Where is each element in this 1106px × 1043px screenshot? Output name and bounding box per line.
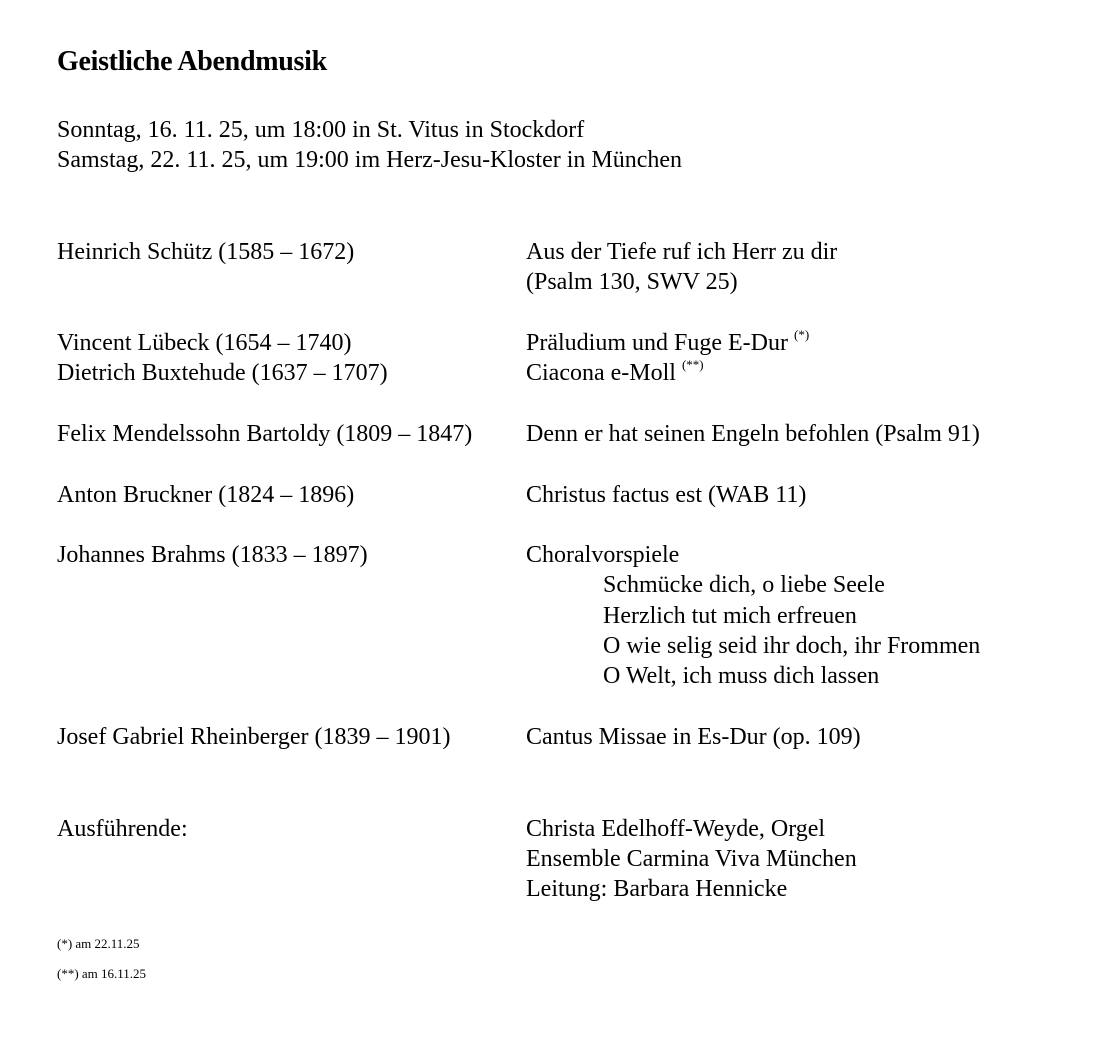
composer-mendelssohn: Felix Mendelssohn Bartoldy (1809 – 1847) xyxy=(57,421,473,447)
work-bruckner: Christus factus est (WAB 11) xyxy=(526,482,807,508)
work-schuetz-detail: (Psalm 130, SWV 25) xyxy=(526,269,738,295)
date-line-2: Samstag, 22. 11. 25, um 19:00 im Herz-Jesu-Kloster in München xyxy=(57,147,683,173)
composer-buxtehude: Dietrich Buxtehude (1637 – 1707) xyxy=(57,360,388,386)
composer-rheinberger: Josef Gabriel Rheinberger (1839 – 1901) xyxy=(57,724,451,750)
chorale-item: O Welt, ich muss dich lassen xyxy=(603,663,880,689)
work-brahms: Choralvorspiele xyxy=(526,542,680,568)
work-buxtehude xyxy=(526,358,704,391)
work-mendelssohn: Denn er hat seinen Engeln befohlen (Psalm 91) xyxy=(526,421,980,447)
chorale-item: O wie selig seid ihr doch, ihr Frommen xyxy=(603,633,981,659)
work-rheinberger: Cantus Missae in Es-Dur (op. 109) xyxy=(526,724,861,750)
footnote-mark: (*) xyxy=(793,327,810,342)
composer-bruckner: Anton Bruckner (1824 – 1896) xyxy=(57,482,355,508)
work-buxtehude-title: Ciacona e-Moll xyxy=(526,360,676,386)
work-luebeck-title: Präludium und Fuge E-Dur xyxy=(526,330,788,356)
performer-line: Ensemble Carmina Viva München xyxy=(526,846,857,872)
page-title: Geistliche Abendmusik xyxy=(57,46,327,77)
footnote-1: (*) am 22.11.25 xyxy=(57,936,140,951)
chorale-item: Herzlich tut mich erfreuen xyxy=(603,603,857,629)
performer-line: Leitung: Barbara Hennicke xyxy=(526,876,788,902)
work-luebeck xyxy=(526,328,809,361)
composer-schuetz: Heinrich Schütz (1585 – 1672) xyxy=(57,239,355,265)
work-schuetz: Aus der Tiefe ruf ich Herr zu dir xyxy=(526,239,838,265)
composer-luebeck: Vincent Lübeck (1654 – 1740) xyxy=(57,330,352,356)
composer-brahms: Johannes Brahms (1833 – 1897) xyxy=(57,542,368,568)
footnote-mark: (**) xyxy=(681,357,704,372)
performer-line: Christa Edelhoff-Weyde, Orgel xyxy=(526,816,826,842)
date-line-1: Sonntag, 16. 11. 25, um 18:00 in St. Vitus in Stockdorf xyxy=(57,117,585,143)
chorale-item: Schmücke dich, o liebe Seele xyxy=(603,572,885,598)
footnote-2: (**) am 16.11.25 xyxy=(57,966,147,981)
performers-label: Ausführende: xyxy=(57,816,188,842)
